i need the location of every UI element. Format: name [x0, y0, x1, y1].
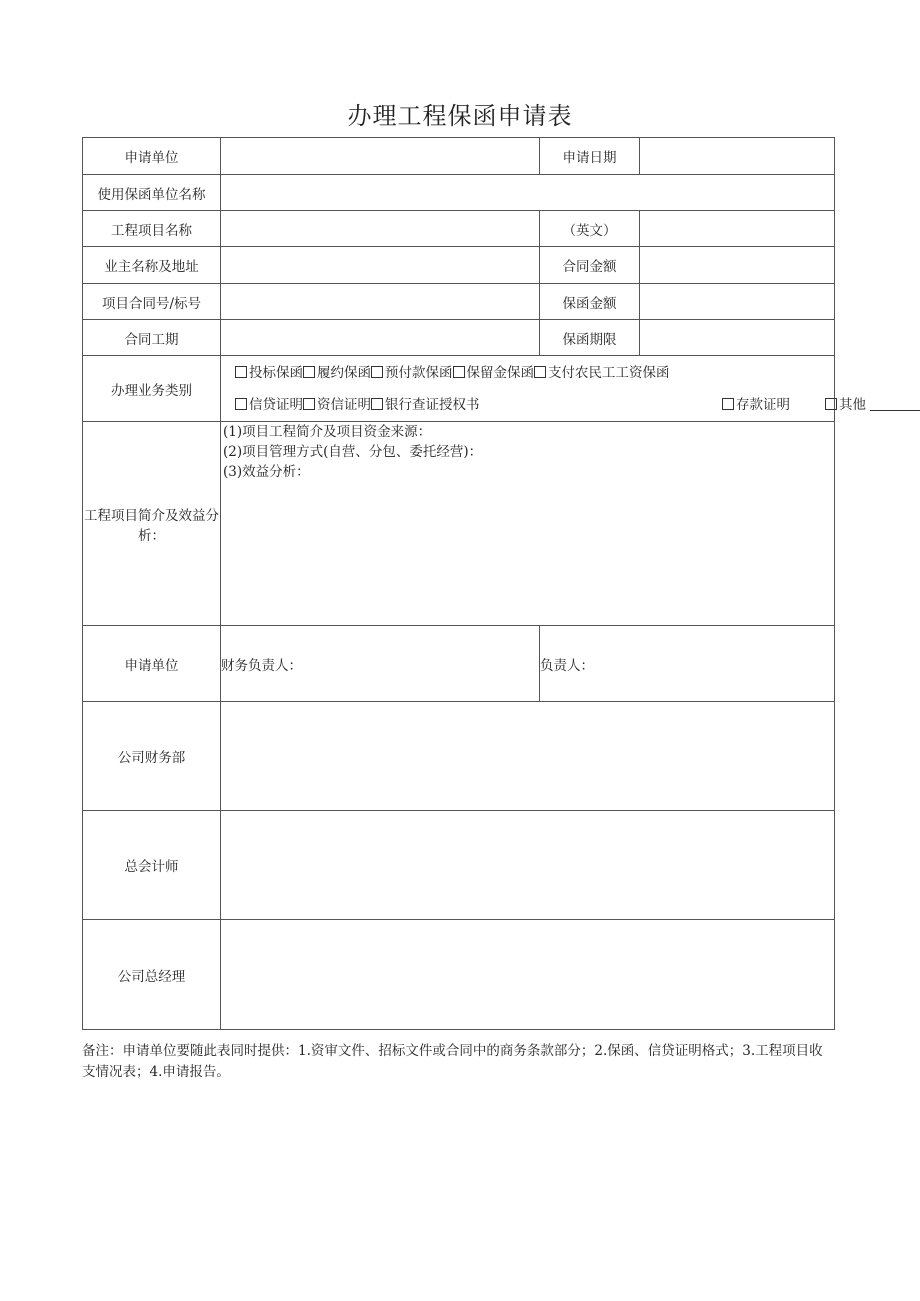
contract-period-field[interactable]: [221, 320, 540, 356]
head-label: 负责人：: [540, 657, 594, 674]
chief-accountant-field[interactable]: [221, 811, 835, 920]
option-bank-verification[interactable]: 银行查证授权书: [371, 393, 480, 413]
english-name-label: （英文）: [540, 211, 640, 247]
business-type-label: 办理业务类别: [83, 356, 221, 422]
apply-date-field[interactable]: [640, 138, 835, 175]
contract-no-field[interactable]: [221, 284, 540, 320]
option-credit-standing[interactable]: 资信证明: [303, 393, 371, 413]
row-contract-no: [83, 284, 835, 320]
row-chief-accountant: [83, 811, 835, 920]
business-type-options: [221, 356, 866, 422]
form-title: 办理工程保函申请表: [347, 102, 573, 130]
option-bid-guarantee[interactable]: 投标保函: [235, 361, 303, 381]
english-name-field[interactable]: [640, 211, 835, 247]
checkbox-icon: [371, 366, 383, 378]
analysis-item-2: (2)项目管理方式(自营、分包、委托经营)：: [223, 444, 483, 460]
business-options-line-2: [221, 393, 866, 413]
project-name-label: 工程项目名称: [83, 211, 221, 247]
checkbox-icon: [303, 398, 315, 410]
guarantee-amount-label: 保函金额: [540, 284, 640, 320]
checkbox-icon: [235, 366, 247, 378]
guarantee-user-label: 使用保函单位名称: [83, 175, 221, 211]
checkbox-icon: [453, 366, 465, 378]
signature-label: 申请单位: [83, 626, 221, 702]
applicant-unit-label: 申请单位: [83, 138, 221, 175]
guarantee-period-label: 保函期限: [540, 320, 640, 356]
row-analysis: [83, 422, 835, 626]
row-project-name: [83, 211, 835, 247]
option-other[interactable]: 其他: [825, 393, 920, 413]
apply-date-label: 申请日期: [540, 138, 640, 175]
row-business-type: [83, 356, 835, 422]
checkbox-icon: [534, 366, 546, 378]
checkbox-icon: [722, 398, 734, 410]
contract-amount-field[interactable]: [640, 247, 835, 284]
footnote: 备注：申请单位要随此表同时提供：1.资审文件、招标文件或合同中的商务条款部分；2.保函、信贷证明格式；3.工程项目收支情况表；4.申请报告。: [82, 1043, 823, 1080]
owner-name-label: 业主名称及地址: [83, 247, 221, 284]
project-name-field[interactable]: [221, 211, 540, 247]
analysis-item-3: (3)效益分析：: [223, 464, 310, 480]
application-form-table: [82, 137, 866, 1030]
checkbox-icon: [825, 398, 837, 410]
finance-head-label: 财务负责人：: [221, 657, 302, 674]
row-finance-dept: [83, 702, 835, 811]
checkbox-icon: [371, 398, 383, 410]
row-signature: [83, 626, 835, 702]
finance-dept-label: 公司财务部: [83, 702, 221, 811]
row-contract-period: [83, 320, 835, 356]
checkbox-icon: [303, 366, 315, 378]
contract-no-label: 项目合同号/标号: [83, 284, 221, 320]
general-manager-label: 公司总经理: [83, 920, 221, 1030]
option-advance-payment-guarantee[interactable]: 预付款保函: [371, 361, 453, 381]
option-retention-guarantee[interactable]: 保留金保函: [453, 361, 535, 381]
guarantee-period-field[interactable]: [640, 320, 835, 356]
contract-period-label: 合同工期: [83, 320, 221, 356]
option-deposit-certificate[interactable]: 存款证明: [722, 393, 790, 413]
guarantee-amount-field[interactable]: [640, 284, 835, 320]
applicant-unit-field[interactable]: [221, 138, 540, 175]
checkbox-icon: [235, 398, 247, 410]
row-guarantee-user: [83, 175, 835, 211]
analysis-item-1: (1)项目工程简介及项目资金来源：: [223, 424, 432, 440]
analysis-field[interactable]: [221, 422, 835, 626]
row-owner: [83, 247, 835, 284]
row-general-manager: [83, 920, 835, 1030]
other-blank-line[interactable]: [870, 398, 920, 411]
option-performance-guarantee[interactable]: 履约保函: [303, 361, 371, 381]
head-field[interactable]: [540, 626, 835, 702]
finance-dept-field[interactable]: [221, 702, 835, 811]
option-credit-certificate[interactable]: 信贷证明: [235, 393, 303, 413]
contract-amount-label: 合同金额: [540, 247, 640, 284]
chief-accountant-label: 总会计师: [83, 811, 221, 920]
guarantee-user-field[interactable]: [221, 175, 835, 211]
finance-head-field[interactable]: [221, 626, 540, 702]
owner-name-field[interactable]: [221, 247, 540, 284]
general-manager-field[interactable]: [221, 920, 835, 1030]
option-wage-guarantee[interactable]: 支付农民工工资保函: [534, 361, 670, 381]
business-options-line-1: [221, 361, 834, 381]
analysis-label: 工程项目简介及效益分析：: [83, 422, 221, 626]
row-applicant: [83, 138, 835, 175]
